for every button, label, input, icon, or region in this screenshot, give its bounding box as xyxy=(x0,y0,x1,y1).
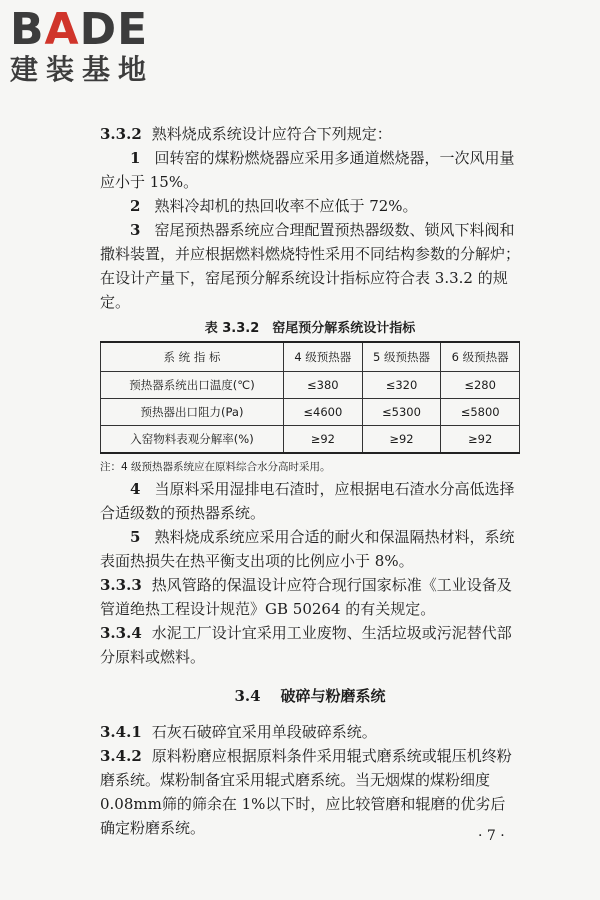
clause-item-2: 2 熟料冷却机的热回收率不应低于 72%。 xyxy=(130,197,418,215)
logo-wordmark: BADE xyxy=(10,4,149,55)
table-cell: 预热器系统出口温度(℃) xyxy=(101,372,284,399)
clause-item-4: 4 当原料采用湿排电石渣时，应根据电石渣水分高低选择合适级数的预热器系统。 xyxy=(100,480,515,522)
table-cell: 入窑物料表观分解率(%) xyxy=(101,426,284,454)
table-cell: ≤5300 xyxy=(362,399,441,426)
clause-3-4-1: 3.4.1 石灰石破碎宜采用单段破碎系统。 xyxy=(100,723,377,741)
table-header-cell: 4 级预热器 xyxy=(284,342,363,372)
table-header-row xyxy=(101,342,520,372)
table-cell: 预热器出口阻力(Pa) xyxy=(101,399,284,426)
table-cell: ≥92 xyxy=(284,426,363,454)
logo xyxy=(10,4,180,88)
table-row xyxy=(101,372,520,399)
table-row xyxy=(101,399,520,426)
clause-3-3-4: 3.3.4 水泥工厂设计宜采用工业废物、生活垃圾或污泥替代部分原料或燃料。 xyxy=(100,624,512,666)
logo-subtitle: 建装基地 xyxy=(10,53,155,86)
clause-3-3-2: 3.3.2 熟料烧成系统设计应符合下列规定： xyxy=(100,125,392,143)
table-cell: ≤4600 xyxy=(284,399,363,426)
table-cell: ≥92 xyxy=(441,426,520,454)
table-header-cell: 5 级预热器 xyxy=(362,342,441,372)
clause-item-5: 5 熟料烧成系统应采用合适的耐火和保温隔热材料，系统表面热损失在热平衡支出项的比例应小于 8%。 xyxy=(100,528,515,570)
table-cell: ≤380 xyxy=(284,372,363,399)
document-body xyxy=(100,122,520,840)
design-index-table xyxy=(100,341,520,454)
table-cell: ≤280 xyxy=(441,372,520,399)
section-heading: 3.4 破碎与粉磨系统 xyxy=(234,687,386,705)
table-row xyxy=(101,426,520,454)
clause-item-1: 1 回转窑的煤粉燃烧器应采用多通道燃烧器，一次风用量应小于 15%。 xyxy=(100,149,515,191)
clause-3-3-3: 3.3.3 热风管路的保温设计应符合现行国家标准《工业设备及管道绝热工程设计规范》GB 50264 的有关规定。 xyxy=(100,576,512,618)
table-cell: ≥92 xyxy=(362,426,441,454)
table-cell: ≤320 xyxy=(362,372,441,399)
clause-item-3: 3 窑尾预热器系统应合理配置预热器级数、锁风下料阀和撒料装置，并应根据燃料燃烧特性采用不同结构参数的分解炉；在设计产量下，窑尾预分解系统设计指标应符合表 3.3.2 的规定。 xyxy=(100,221,521,311)
table-cell: ≤5800 xyxy=(441,399,520,426)
table-caption: 表 3.3.2 窑尾预分解系统设计指标 xyxy=(204,321,416,336)
table-note: 注：4 级预热器系统应在原料综合水分高时采用。 xyxy=(100,461,331,473)
table-header-cell: 系 统 指 标 xyxy=(101,342,284,372)
clause-3-4-2: 3.4.2 原料粉磨应根据原料条件采用辊式磨系统或辊压机终粉磨系统。煤粉制备宜采用辊式磨系统。当无烟煤的煤粉细度 0.08mm筛的筛余在 1%以下时，应比较管磨和辊磨的优劣后确定粉磨系统。 xyxy=(100,747,512,837)
table-header-cell: 6 级预热器 xyxy=(441,342,520,372)
page-number: · 7 · xyxy=(478,828,505,844)
